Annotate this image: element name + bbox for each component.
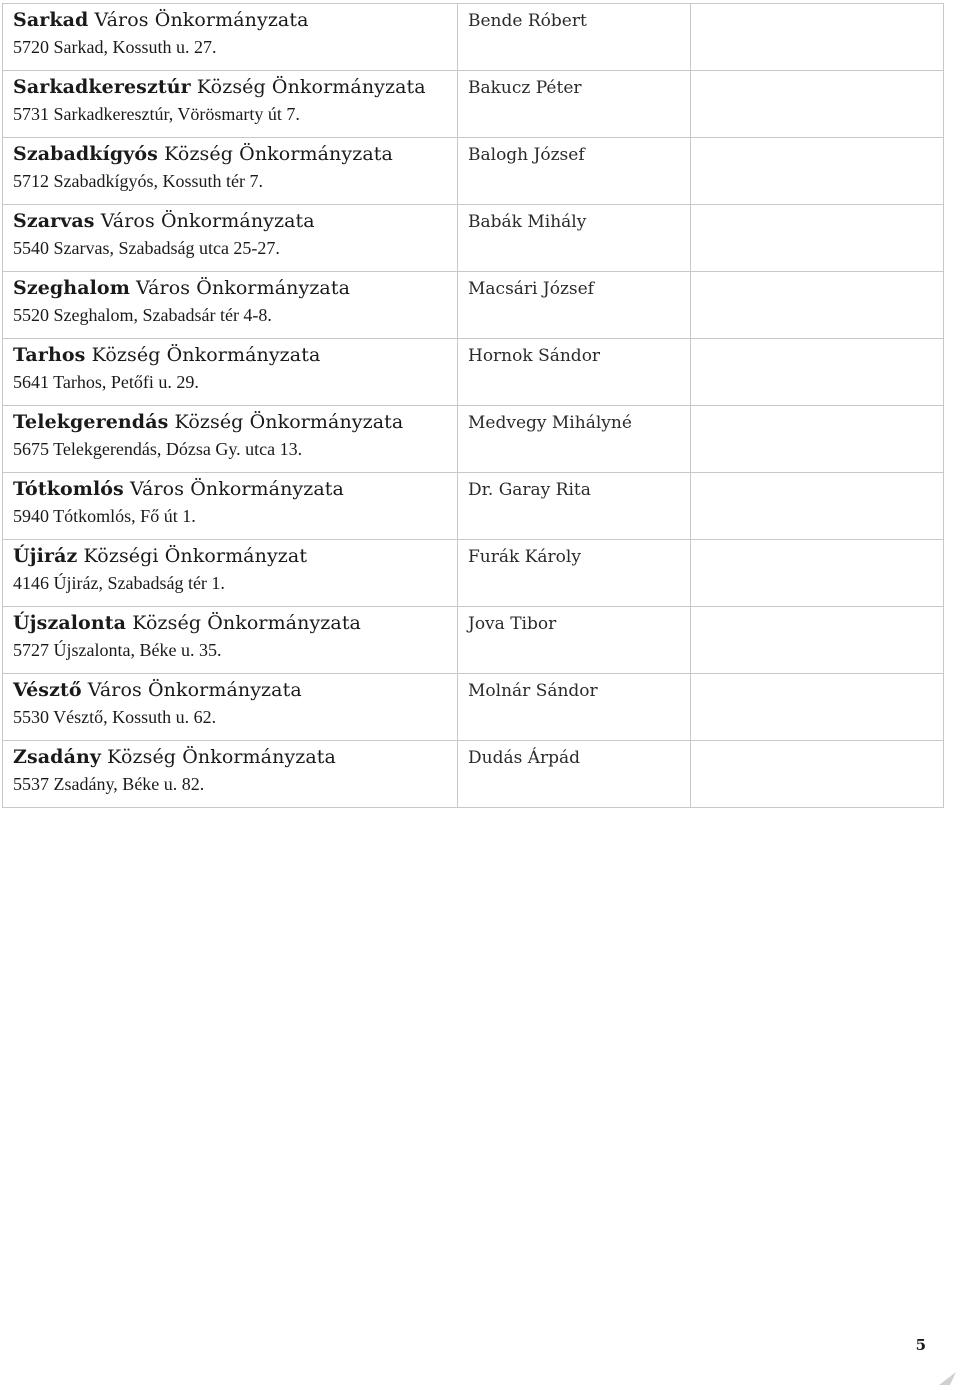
table-row bbox=[3, 540, 944, 607]
municipality-block bbox=[3, 540, 457, 592]
municipality-block bbox=[3, 71, 457, 123]
municipality-cell bbox=[3, 4, 458, 71]
municipality-cell bbox=[3, 540, 458, 607]
table-row bbox=[3, 406, 944, 473]
municipality-address: 5940 Tótkomlós, Fő út 1. bbox=[13, 506, 196, 526]
table-row bbox=[3, 71, 944, 138]
municipality-type: Község Önkormányzata bbox=[91, 344, 321, 366]
municipality-name bbox=[13, 480, 457, 499]
representative-cell bbox=[458, 138, 691, 205]
representative-cell bbox=[458, 272, 691, 339]
municipality-cell bbox=[3, 607, 458, 674]
municipality-type: Város Önkormányzata bbox=[136, 277, 351, 299]
municipality-type: Község Önkormányzata bbox=[174, 411, 404, 433]
municipality-block bbox=[3, 339, 457, 391]
municipality-type: Város Önkormányzata bbox=[129, 478, 344, 500]
municipality-cell bbox=[3, 272, 458, 339]
signature-cell bbox=[691, 339, 944, 406]
municipality-address: 5731 Sarkadkeresztúr, Vörösmarty út 7. bbox=[13, 104, 300, 124]
municipality-name bbox=[13, 413, 457, 432]
signature-cell bbox=[691, 741, 944, 808]
municipality-address: 5712 Szabadkígyós, Kossuth tér 7. bbox=[13, 171, 263, 191]
signature-cell bbox=[691, 607, 944, 674]
representative-name: Hornok Sándor bbox=[468, 346, 601, 366]
municipality-name bbox=[13, 614, 457, 633]
municipality-address: 5675 Telekgerendás, Dózsa Gy. utca 13. bbox=[13, 439, 303, 459]
municipality-address: 5520 Szeghalom, Szabadsár tér 4-8. bbox=[13, 305, 272, 325]
signature-cell bbox=[691, 406, 944, 473]
municipality-block bbox=[3, 272, 457, 324]
municipality-type: Város Önkormányzata bbox=[100, 210, 315, 232]
municipality-type: Város Önkormányzata bbox=[87, 679, 302, 701]
municipality-address: 5537 Zsadány, Béke u. 82. bbox=[13, 774, 205, 794]
municipality-place: Sarkadkeresztúr bbox=[13, 76, 191, 98]
page-corner-icon bbox=[937, 1370, 957, 1386]
municipality-address: 5727 Újszalonta, Béke u. 35. bbox=[13, 640, 222, 660]
table-row bbox=[3, 674, 944, 741]
municipality-type: Város Önkormányzata bbox=[94, 9, 309, 31]
municipality-place: Szabadkígyós bbox=[13, 143, 158, 165]
representative-cell bbox=[458, 205, 691, 272]
municipality-name bbox=[13, 279, 457, 298]
table-row bbox=[3, 741, 944, 808]
municipality-place: Sarkad bbox=[13, 9, 89, 31]
municipality-table bbox=[2, 3, 944, 808]
representative-name: Jova Tibor bbox=[468, 614, 557, 634]
table-row bbox=[3, 607, 944, 674]
representative-name: Dr. Garay Rita bbox=[468, 480, 591, 500]
municipality-name bbox=[13, 681, 457, 700]
municipality-place: Zsadány bbox=[13, 746, 102, 768]
municipality-place: Telekgerendás bbox=[13, 411, 169, 433]
table-row bbox=[3, 339, 944, 406]
municipality-address: 5530 Vésztő, Kossuth u. 62. bbox=[13, 707, 217, 727]
signature-cell bbox=[691, 138, 944, 205]
representative-cell bbox=[458, 741, 691, 808]
municipality-type: Község Önkormányzata bbox=[107, 746, 336, 768]
municipality-address: 5720 Sarkad, Kossuth u. 27. bbox=[13, 37, 217, 57]
representative-name: Medvegy Mihályné bbox=[468, 413, 632, 433]
municipality-block bbox=[3, 607, 457, 659]
municipality-block bbox=[3, 406, 457, 458]
representative-name: Bende Róbert bbox=[468, 11, 587, 31]
page-number: 5 bbox=[915, 1336, 926, 1354]
signature-cell bbox=[691, 674, 944, 741]
representative-name: Balogh József bbox=[468, 145, 585, 165]
municipality-cell bbox=[3, 674, 458, 741]
municipality-block bbox=[3, 4, 457, 56]
municipality-block bbox=[3, 473, 457, 525]
municipality-table-body bbox=[3, 4, 944, 808]
municipality-name bbox=[13, 346, 457, 365]
municipality-cell bbox=[3, 339, 458, 406]
representative-cell bbox=[458, 71, 691, 138]
municipality-type: Község Önkormányzata bbox=[164, 143, 393, 165]
municipality-cell bbox=[3, 406, 458, 473]
municipality-address: 5540 Szarvas, Szabadság utca 25-27. bbox=[13, 238, 280, 258]
representative-name: Babák Mihály bbox=[468, 212, 587, 232]
table-row bbox=[3, 205, 944, 272]
representative-cell bbox=[458, 674, 691, 741]
municipality-block bbox=[3, 674, 457, 726]
municipality-block bbox=[3, 138, 457, 190]
table-row bbox=[3, 138, 944, 205]
representative-name: Dudás Árpád bbox=[468, 748, 581, 768]
municipality-place: Szeghalom bbox=[13, 277, 130, 299]
municipality-place: Vésztő bbox=[13, 679, 82, 701]
municipality-name bbox=[13, 145, 457, 164]
municipality-place: Újiráz bbox=[13, 545, 78, 567]
municipality-place: Tarhos bbox=[13, 344, 86, 366]
municipality-name bbox=[13, 748, 457, 767]
municipality-name bbox=[13, 547, 457, 566]
municipality-type: Község Önkormányzata bbox=[132, 612, 361, 634]
municipality-type: Községi Önkormányzat bbox=[83, 545, 308, 567]
municipality-cell bbox=[3, 473, 458, 540]
municipality-block bbox=[3, 205, 457, 257]
representative-cell bbox=[458, 473, 691, 540]
table-row bbox=[3, 272, 944, 339]
municipality-cell bbox=[3, 138, 458, 205]
municipality-name bbox=[13, 11, 457, 30]
municipality-cell bbox=[3, 205, 458, 272]
municipality-name bbox=[13, 212, 457, 231]
representative-cell bbox=[458, 607, 691, 674]
representative-cell bbox=[458, 4, 691, 71]
municipality-place: Tótkomlós bbox=[13, 478, 124, 500]
signature-cell bbox=[691, 272, 944, 339]
representative-cell bbox=[458, 339, 691, 406]
municipality-cell bbox=[3, 71, 458, 138]
signature-cell bbox=[691, 540, 944, 607]
signature-cell bbox=[691, 473, 944, 540]
representative-name: Furák Károly bbox=[468, 547, 581, 567]
signature-cell bbox=[691, 71, 944, 138]
representative-name: Macsári József bbox=[468, 279, 594, 299]
municipality-place: Szarvas bbox=[13, 210, 95, 232]
municipality-name bbox=[13, 78, 457, 97]
municipality-address: 5641 Tarhos, Petőfi u. 29. bbox=[13, 372, 199, 392]
representative-cell bbox=[458, 406, 691, 473]
representative-name: Bakucz Péter bbox=[468, 78, 582, 98]
municipality-place: Újszalonta bbox=[13, 612, 127, 634]
municipality-address: 4146 Újiráz, Szabadság tér 1. bbox=[13, 573, 225, 593]
municipality-cell bbox=[3, 741, 458, 808]
table-row bbox=[3, 473, 944, 540]
signature-cell bbox=[691, 205, 944, 272]
representative-name: Molnár Sándor bbox=[468, 681, 598, 701]
table-row bbox=[3, 4, 944, 71]
signature-cell bbox=[691, 4, 944, 71]
municipality-type: Község Önkormányzata bbox=[196, 76, 426, 98]
representative-cell bbox=[458, 540, 691, 607]
municipality-block bbox=[3, 741, 457, 793]
